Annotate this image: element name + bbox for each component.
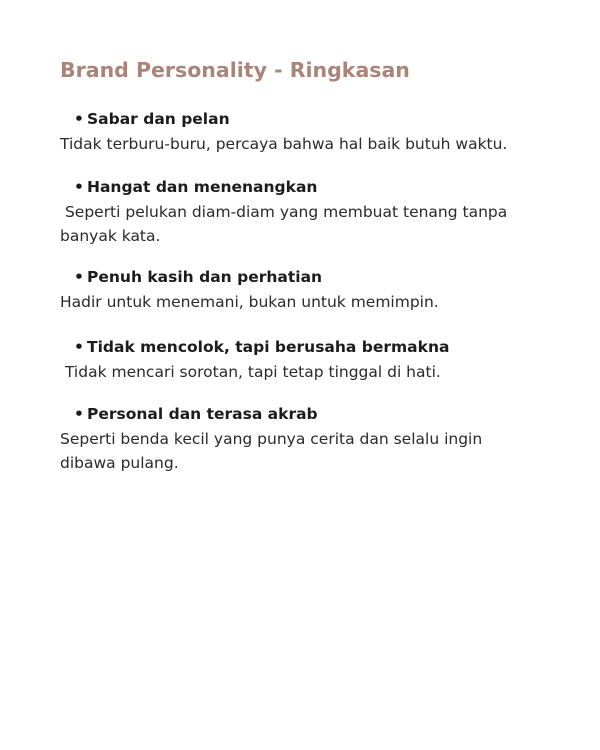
personality-heading-row	[60, 266, 560, 288]
personality-heading-row	[60, 176, 560, 198]
personality-description: Tidak mencari sorotan, tapi tetap tinggal di hati.	[60, 363, 441, 381]
personality-description: Seperti pelukan diam-diam yang membuat tenang tanpa banyak kata.	[60, 203, 513, 245]
personality-heading: Hangat dan menenangkan	[87, 178, 318, 196]
personality-description: Seperti benda kecil yang punya cerita dan selalu ingin dibawa pulang.	[60, 430, 483, 472]
personality-heading: Sabar dan pelan	[87, 110, 230, 128]
bullet-icon: •	[74, 178, 84, 196]
personality-description: Tidak terburu-buru, percaya bahwa hal baik butuh waktu.	[60, 135, 508, 153]
personality-item-personal	[60, 403, 560, 475]
bullet-icon: •	[74, 405, 84, 423]
personality-item-sabar	[60, 108, 560, 156]
personality-item-hangat	[60, 176, 560, 248]
personality-description: Hadir untuk menemani, bukan untuk memimpin.	[60, 293, 439, 311]
personality-item-mencolok	[60, 336, 560, 384]
personality-item-kasih	[60, 266, 560, 314]
personality-heading-row	[60, 336, 560, 358]
personality-heading: Penuh kasih dan perhatian	[87, 268, 323, 286]
personality-heading: Personal dan terasa akrab	[87, 405, 318, 423]
personality-heading-row	[60, 108, 560, 130]
bullet-icon: •	[74, 110, 84, 128]
bullet-icon: •	[74, 338, 84, 356]
personality-heading-row	[60, 403, 560, 425]
document-title: Brand Personality - Ringkasan	[60, 58, 410, 82]
personality-heading: Tidak mencolok, tapi berusaha bermakna	[87, 338, 450, 356]
bullet-icon: •	[74, 268, 84, 286]
